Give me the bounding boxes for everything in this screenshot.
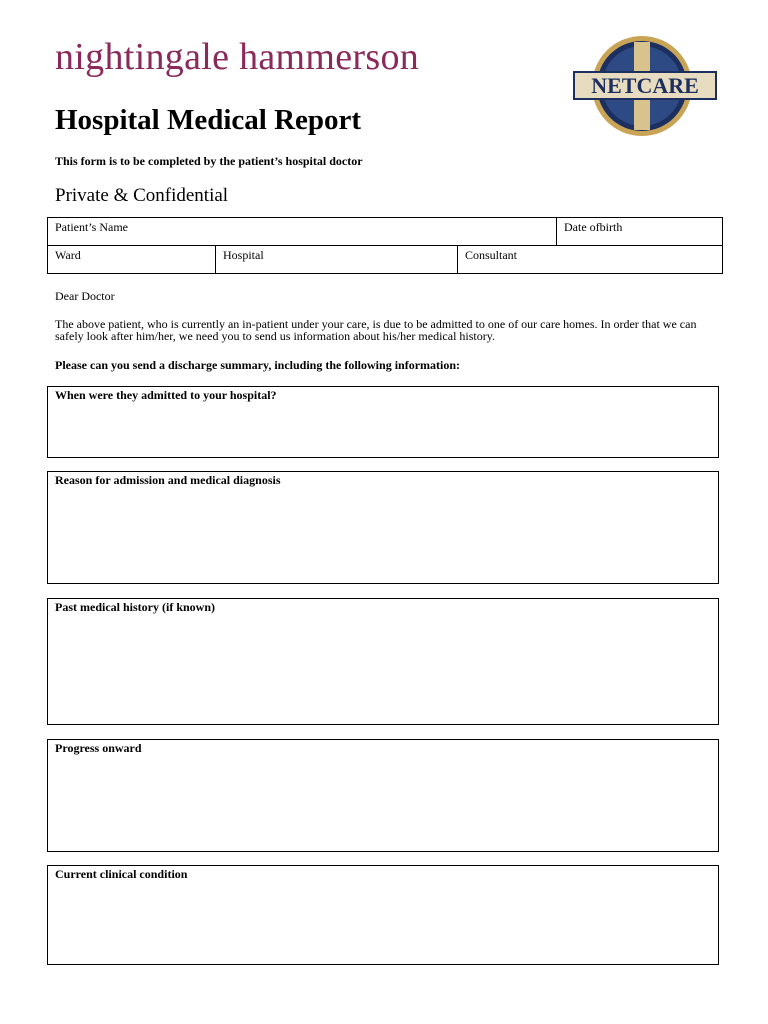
logo-text: NETCARE — [591, 73, 699, 98]
discharge-request: Please can you send a discharge summary, including the following information: — [55, 358, 461, 372]
progress-box[interactable] — [47, 739, 719, 852]
hospital-label: Hospital — [223, 248, 264, 262]
confidential-heading: Private & Confidential — [55, 185, 229, 206]
clinical-condition-label: Current clinical condition — [55, 867, 188, 881]
netcare-logo — [570, 34, 720, 139]
admission-reason-box[interactable] — [47, 471, 719, 584]
consultant-label: Consultant — [465, 248, 518, 262]
table-row — [48, 218, 723, 246]
consultant-field[interactable] — [458, 246, 723, 274]
ward-field[interactable] — [48, 246, 216, 274]
date-of-birth-field[interactable] — [557, 218, 723, 246]
admission-date-box[interactable] — [47, 386, 719, 458]
letter-body: The above patient, who is currently an in-patient under your care, is due to be admitted to one of our care homes. In order that we can safely look after him/her, we need you to send us information about his/her medical history. — [55, 317, 697, 343]
table-row — [48, 246, 723, 274]
admission-reason-label: Reason for admission and medical diagnosis — [55, 473, 281, 487]
patient-name-field[interactable] — [48, 218, 557, 246]
admission-date-label: When were they admitted to your hospital? — [55, 388, 277, 402]
patient-details-table — [47, 217, 723, 274]
patient-name-label: Patient’s Name — [55, 220, 128, 234]
brand-wordmark: nightingale hammerson — [55, 36, 420, 78]
ward-label: Ward — [55, 248, 81, 262]
progress-label: Progress onward — [55, 741, 142, 755]
form-instruction: This form is to be completed by the patient’s hospital doctor — [55, 154, 363, 168]
clinical-condition-box[interactable] — [47, 865, 719, 965]
medical-history-label: Past medical history (if known) — [55, 600, 215, 614]
letter-greeting: Dear Doctor — [55, 289, 115, 303]
page-title: Hospital Medical Report — [55, 104, 362, 136]
medical-history-box[interactable] — [47, 598, 719, 725]
date-of-birth-label: Date ofbirth — [564, 220, 623, 234]
hospital-field[interactable] — [216, 246, 458, 274]
